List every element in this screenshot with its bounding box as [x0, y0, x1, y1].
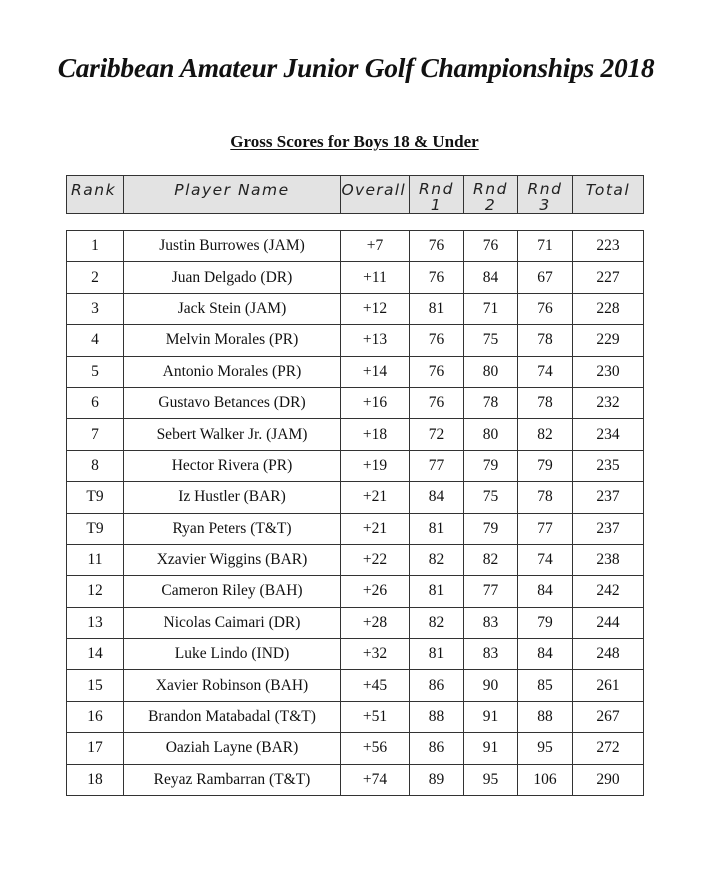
cell-rank: T9: [67, 513, 124, 544]
table-row: [67, 670, 644, 701]
cell-rank: 2: [67, 262, 124, 293]
cell-player-name: Juan Delgado (DR): [124, 262, 341, 293]
cell-overall: +14: [341, 356, 410, 387]
cell-rnd-2: 77: [464, 576, 518, 607]
header-rnd-2-label: Rnd: [473, 180, 508, 198]
cell-rank: 8: [67, 450, 124, 481]
table-row: [67, 419, 644, 450]
table-row: [67, 450, 644, 481]
cell-overall: +19: [341, 450, 410, 481]
cell-overall: +32: [341, 639, 410, 670]
cell-rnd-3: 67: [518, 262, 573, 293]
cell-player-name: Sebert Walker Jr. (JAM): [124, 419, 341, 450]
cell-total: 261: [573, 670, 644, 701]
cell-rnd-1: 72: [410, 419, 464, 450]
cell-rnd-3: 84: [518, 576, 573, 607]
cell-rnd-1: 89: [410, 764, 464, 795]
cell-player-name: Xzavier Wiggins (BAR): [124, 544, 341, 575]
cell-rnd-1: 76: [410, 387, 464, 418]
cell-rnd-1: 81: [410, 513, 464, 544]
cell-rank: 1: [67, 231, 124, 262]
header-rnd-3-number: 3: [539, 196, 551, 214]
cell-rnd-1: 76: [410, 325, 464, 356]
table-row: [67, 576, 644, 607]
cell-rnd-2: 80: [464, 419, 518, 450]
cell-rnd-3: 71: [518, 231, 573, 262]
cell-rank: 6: [67, 387, 124, 418]
cell-total: 227: [573, 262, 644, 293]
cell-total: 229: [573, 325, 644, 356]
table-row: [67, 639, 644, 670]
cell-overall: +26: [341, 576, 410, 607]
cell-total: 232: [573, 387, 644, 418]
cell-rank: 16: [67, 701, 124, 732]
cell-rnd-3: 78: [518, 325, 573, 356]
cell-rnd-1: 76: [410, 356, 464, 387]
cell-total: 290: [573, 764, 644, 795]
cell-total: 272: [573, 733, 644, 764]
cell-total: 235: [573, 450, 644, 481]
cell-rnd-3: 74: [518, 356, 573, 387]
cell-player-name: Iz Hustler (BAR): [124, 482, 341, 513]
cell-rnd-3: 74: [518, 544, 573, 575]
cell-rnd-3: 77: [518, 513, 573, 544]
cell-overall: +51: [341, 701, 410, 732]
cell-rnd-1: 88: [410, 701, 464, 732]
cell-total: 237: [573, 482, 644, 513]
cell-rnd-3: 78: [518, 482, 573, 513]
cell-rank: 13: [67, 607, 124, 638]
cell-rnd-1: 81: [410, 576, 464, 607]
cell-overall: +22: [341, 544, 410, 575]
header-rnd-1-label: Rnd: [419, 180, 454, 198]
cell-player-name: Justin Burrowes (JAM): [124, 231, 341, 262]
cell-rank: T9: [67, 482, 124, 513]
cell-player-name: Xavier Robinson (BAH): [124, 670, 341, 701]
page-title: Caribbean Amateur Junior Golf Championships 2018: [57, 52, 655, 83]
cell-overall: +45: [341, 670, 410, 701]
cell-rank: 7: [67, 419, 124, 450]
cell-rnd-2: 76: [464, 231, 518, 262]
table-row: [67, 325, 644, 356]
cell-player-name: Nicolas Caimari (DR): [124, 607, 341, 638]
cell-overall: +56: [341, 733, 410, 764]
cell-rank: 18: [67, 764, 124, 795]
cell-overall: +11: [341, 262, 410, 293]
cell-rnd-3: 78: [518, 387, 573, 418]
table-row: [67, 231, 644, 262]
cell-player-name: Ryan Peters (T&T): [124, 513, 341, 544]
scores-table: [66, 175, 644, 796]
table-row: [67, 513, 644, 544]
cell-rnd-1: 86: [410, 670, 464, 701]
table-row: [67, 262, 644, 293]
cell-rnd-1: 81: [410, 293, 464, 324]
cell-total: 230: [573, 356, 644, 387]
cell-rnd-2: 95: [464, 764, 518, 795]
cell-overall: +16: [341, 387, 410, 418]
table-row: [67, 607, 644, 638]
cell-player-name: Oaziah Layne (BAR): [124, 733, 341, 764]
cell-total: 234: [573, 419, 644, 450]
cell-player-name: Reyaz Rambarran (T&T): [124, 764, 341, 795]
header-rnd-2: [464, 176, 518, 214]
cell-player-name: Gustavo Betances (DR): [124, 387, 341, 418]
cell-player-name: Luke Lindo (IND): [124, 639, 341, 670]
cell-rank: 5: [67, 356, 124, 387]
table-row: [67, 482, 644, 513]
cell-rnd-1: 86: [410, 733, 464, 764]
header-rank: Rank: [67, 176, 124, 214]
cell-rnd-2: 71: [464, 293, 518, 324]
table-body: [67, 214, 644, 796]
table-row: [67, 356, 644, 387]
cell-total: 237: [573, 513, 644, 544]
cell-rnd-2: 83: [464, 607, 518, 638]
table-row: [67, 733, 644, 764]
cell-rnd-2: 79: [464, 513, 518, 544]
table-row: [67, 701, 644, 732]
cell-rnd-2: 84: [464, 262, 518, 293]
cell-rnd-2: 75: [464, 482, 518, 513]
cell-total: 242: [573, 576, 644, 607]
header-total: Total: [573, 176, 644, 214]
cell-overall: +21: [341, 513, 410, 544]
cell-overall: +21: [341, 482, 410, 513]
cell-player-name: Brandon Matabadal (T&T): [124, 701, 341, 732]
cell-player-name: Melvin Morales (PR): [124, 325, 341, 356]
cell-rnd-1: 77: [410, 450, 464, 481]
cell-rnd-2: 79: [464, 450, 518, 481]
table-row: [67, 293, 644, 324]
table-subtitle: Gross Scores for Boys 18 & Under: [230, 132, 479, 151]
cell-rank: 11: [67, 544, 124, 575]
cell-rnd-3: 79: [518, 607, 573, 638]
cell-rnd-3: 106: [518, 764, 573, 795]
cell-rnd-2: 83: [464, 639, 518, 670]
cell-rnd-3: 79: [518, 450, 573, 481]
cell-rnd-3: 82: [518, 419, 573, 450]
cell-rnd-2: 82: [464, 544, 518, 575]
cell-rnd-3: 85: [518, 670, 573, 701]
cell-rnd-3: 76: [518, 293, 573, 324]
cell-rnd-1: 76: [410, 262, 464, 293]
header-overall: Overall: [341, 176, 410, 214]
cell-player-name: Cameron Riley (BAH): [124, 576, 341, 607]
cell-rnd-1: 84: [410, 482, 464, 513]
cell-overall: +18: [341, 419, 410, 450]
cell-rnd-1: 82: [410, 607, 464, 638]
cell-rnd-2: 75: [464, 325, 518, 356]
cell-rnd-1: 81: [410, 639, 464, 670]
cell-rnd-1: 76: [410, 231, 464, 262]
header-player-name: Player Name: [124, 176, 341, 214]
spacer-cell: [67, 214, 644, 231]
cell-rnd-1: 82: [410, 544, 464, 575]
cell-rank: 15: [67, 670, 124, 701]
cell-rnd-2: 91: [464, 733, 518, 764]
cell-total: 228: [573, 293, 644, 324]
cell-rank: 14: [67, 639, 124, 670]
cell-rank: 3: [67, 293, 124, 324]
cell-player-name: Hector Rivera (PR): [124, 450, 341, 481]
cell-overall: +13: [341, 325, 410, 356]
cell-total: 248: [573, 639, 644, 670]
cell-rank: 17: [67, 733, 124, 764]
cell-rnd-2: 78: [464, 387, 518, 418]
cell-rnd-2: 80: [464, 356, 518, 387]
header-rnd-3: [518, 176, 573, 214]
cell-total: 244: [573, 607, 644, 638]
cell-rank: 4: [67, 325, 124, 356]
cell-rank: 12: [67, 576, 124, 607]
cell-rnd-3: 84: [518, 639, 573, 670]
cell-overall: +74: [341, 764, 410, 795]
table-header: [67, 176, 644, 214]
cell-total: 223: [573, 231, 644, 262]
header-row: [67, 176, 644, 214]
header-rnd-2-number: 2: [484, 196, 497, 214]
table-row: [67, 764, 644, 795]
header-rnd-3-label: Rnd: [527, 180, 563, 198]
cell-rnd-2: 91: [464, 701, 518, 732]
cell-total: 267: [573, 701, 644, 732]
table-row: [67, 544, 644, 575]
header-rnd-1-number: 1: [430, 196, 443, 214]
cell-rnd-3: 88: [518, 701, 573, 732]
cell-rnd-2: 90: [464, 670, 518, 701]
cell-total: 238: [573, 544, 644, 575]
header-spacer: [67, 214, 644, 231]
header-rnd-1: [410, 176, 464, 214]
cell-player-name: Antonio Morales (PR): [124, 356, 341, 387]
cell-overall: +7: [341, 231, 410, 262]
cell-overall: +12: [341, 293, 410, 324]
cell-rnd-3: 95: [518, 733, 573, 764]
table-row: [67, 387, 644, 418]
cell-overall: +28: [341, 607, 410, 638]
cell-player-name: Jack Stein (JAM): [124, 293, 341, 324]
